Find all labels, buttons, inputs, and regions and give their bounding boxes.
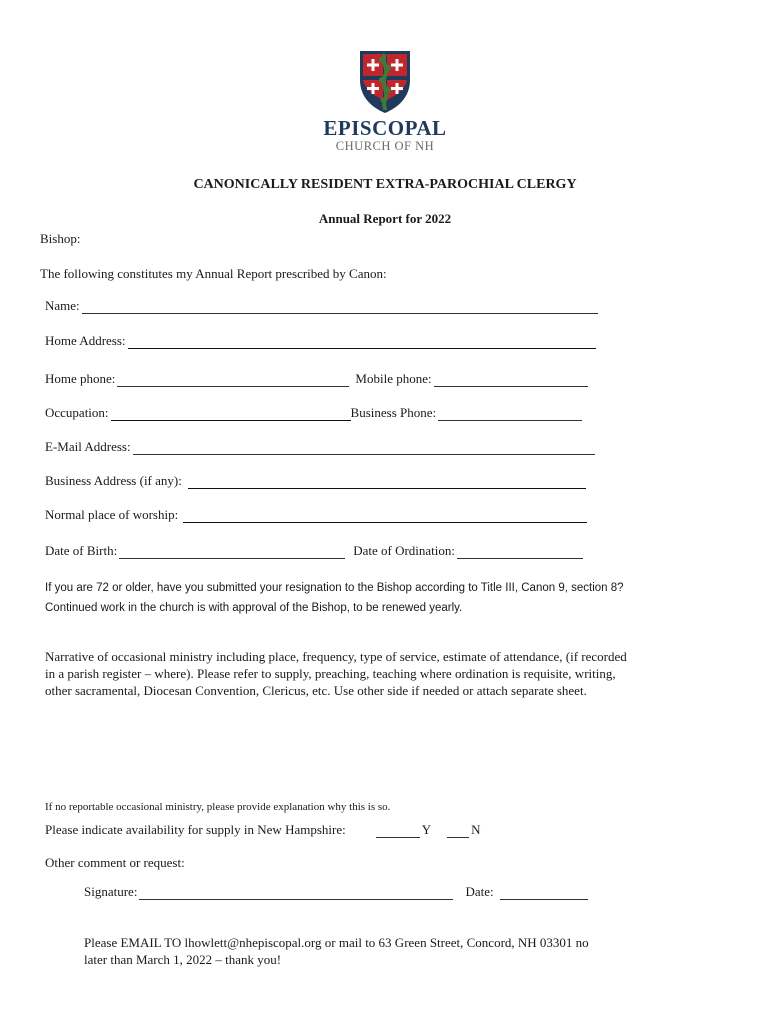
footer-line2: later than March 1, 2022 – thank you! (84, 952, 282, 967)
no-ministry-note: If no reportable occasional ministry, please provide explanation why this is so. (45, 801, 391, 813)
narrative-line1: Narrative of occasional ministry including place, frequency, type of service, estimate of attendance, (if recorded (45, 649, 627, 664)
salutation: Bishop: (40, 231, 81, 246)
business-phone-field[interactable] (438, 408, 582, 421)
form-subtitle: Annual Report for 2022 (318, 211, 452, 226)
other-comment-label: Other comment or request: (45, 855, 185, 870)
business-phone-label: Business Phone: (350, 405, 437, 420)
email-label: E-Mail Address: (45, 439, 131, 454)
home-address-label: Home Address: (45, 333, 126, 348)
intro-text: The following constitutes my Annual Report prescribed by Canon: (40, 266, 387, 281)
date-field[interactable] (500, 887, 588, 900)
availability-yes-label: Y (421, 822, 432, 837)
availability-no-field[interactable] (447, 825, 469, 838)
worship-field[interactable] (183, 510, 587, 523)
home-address-field[interactable] (128, 336, 596, 349)
phone-row (45, 371, 590, 387)
name-label: Name: (45, 298, 80, 313)
narrative-area[interactable] (45, 705, 695, 795)
footer-line1: Please EMAIL TO lhowlett@nhepiscopal.org or mail to 63 Green Street, Concord, NH 03301 no (84, 935, 589, 950)
occupation-row (45, 405, 584, 421)
availability-no-label: N (471, 822, 481, 837)
dob-field[interactable] (119, 546, 345, 559)
diocese-logo-text (300, 117, 470, 153)
signature-label: Signature: (84, 884, 138, 899)
business-address-field[interactable] (188, 476, 586, 489)
name-field[interactable] (82, 301, 598, 314)
signature-field[interactable] (139, 887, 453, 900)
narrative-line2: in a parish register – where). Please refer to supply, preaching, teaching where ordination is requisite, writing, (45, 666, 616, 681)
diocese-shield-logo (359, 50, 411, 114)
name-row (45, 298, 600, 314)
mobile-phone-field[interactable] (434, 374, 588, 387)
home-address-row (45, 333, 598, 349)
worship-label: Normal place of worship: (45, 507, 179, 522)
narrative-line3: other sacramental, Diocesan Convention, Clericus, etc. Use other side if needed or attach separate sheet. (45, 683, 587, 698)
logo-sub-text: CHURCH OF NH (335, 139, 435, 153)
dates-row (45, 543, 585, 559)
business-address-label: Business Address (if any): (45, 473, 182, 488)
dob-label: Date of Birth: (45, 543, 118, 558)
business-address-row (45, 473, 588, 489)
worship-row (45, 507, 589, 523)
signature-row (84, 884, 590, 900)
email-field[interactable] (133, 442, 595, 455)
availability-row (45, 822, 481, 838)
occupation-field[interactable] (111, 408, 351, 421)
availability-label: Please indicate availability for supply in New Hampshire: (45, 822, 346, 837)
occupation-label: Occupation: (45, 405, 109, 420)
email-row (45, 439, 597, 455)
resignation-question-line1: If you are 72 or older, have you submitted your resignation to the Bishop according to Title III, Canon 9, section 8? (45, 582, 624, 594)
resignation-question-line2: Continued work in the church is with approval of the Bishop, to be renewed yearly. (45, 602, 463, 614)
home-phone-label: Home phone: (45, 371, 116, 386)
ordination-label: Date of Ordination: (353, 543, 456, 558)
form-title: CANONICALLY RESIDENT EXTRA-PAROCHIAL CLERGY (193, 177, 577, 192)
availability-yes-field[interactable] (376, 825, 420, 838)
home-phone-field[interactable] (117, 374, 349, 387)
ordination-field[interactable] (457, 546, 583, 559)
narrative-instructions (45, 648, 705, 699)
logo-main-text: EPISCOPAL (323, 116, 447, 140)
date-label: Date: (465, 884, 494, 899)
resignation-question (45, 578, 705, 618)
mobile-phone-label: Mobile phone: (355, 371, 432, 386)
footer-instructions (84, 934, 704, 968)
